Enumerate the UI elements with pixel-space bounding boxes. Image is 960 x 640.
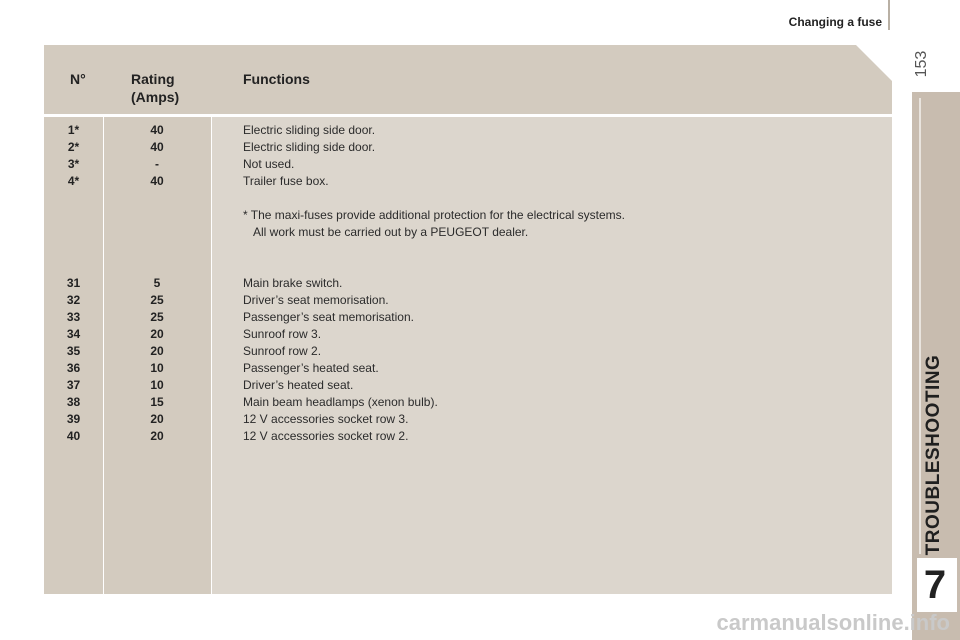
fuse-function: Driver’s seat memorisation. [243,293,389,307]
fuse-rating: 20 [150,412,164,426]
watermark: carmanualsonline.info [716,610,950,635]
column-header-functions: Functions [243,71,310,87]
fuse-rating: 5 [153,276,161,290]
fuse-number: 4* [67,174,80,188]
fuse-rating: 10 [150,378,164,392]
fuse-function: Main brake switch. [243,276,343,290]
fuse-number: 31 [66,276,81,290]
fuse-function: 12 V accessories socket row 3. [243,412,409,426]
fuse-rating: 10 [150,361,164,375]
fuse-rating: 40 [150,123,164,137]
fuse-function: Passenger’s heated seat. [243,361,379,375]
fuse-rating: 25 [150,310,164,324]
fuse-function: 12 V accessories socket row 2. [243,429,409,443]
fuse-number: 33 [66,310,81,324]
column-header-rating-unit: (Amps) [131,89,180,105]
fuse-function: Sunroof row 2. [243,344,322,358]
column-header-number: N° [70,71,86,87]
fuse-rating: 20 [150,327,164,341]
fuse-function: Passenger’s seat memorisation. [243,310,414,324]
side-tab-divider [919,98,921,554]
fuse-number: 37 [66,378,81,392]
fuse-number: 40 [66,429,81,443]
page-header-title: Changing a fuse [788,15,882,29]
fuse-function: Electric sliding side door. [243,140,376,154]
fuse-number: 38 [66,395,81,409]
fuse-rating: 15 [150,395,164,409]
fuse-function: Driver’s heated seat. [243,378,354,392]
header-divider [888,0,890,30]
fuse-rating: 20 [150,344,164,358]
fuse-number: 36 [66,361,81,375]
fuse-rating: 40 [150,140,164,154]
fuse-function: Main beam headlamps (xenon bulb). [243,395,438,409]
fuse-number: 1* [67,123,80,137]
fuse-rating: 25 [150,293,164,307]
chapter-number: 7 [923,563,947,607]
column-divider [211,117,212,594]
fuse-number: 35 [66,344,81,358]
column-header-rating: Rating [131,71,175,87]
fuse-rating: - [155,157,159,171]
fuse-rating: 40 [150,174,164,188]
section-label: TROUBLESHOOTING [923,354,944,556]
fuse-number: 3* [67,157,80,171]
fuse-number: 39 [66,412,81,426]
fuse-function: Not used. [243,157,295,171]
page-number: 153 [913,50,930,78]
fuse-number: 34 [66,327,81,341]
maxi-fuse-note-line2: All work must be carried out by a PEUGEOT dealer. [253,225,529,239]
fuse-rating: 20 [150,429,164,443]
fuse-number: 32 [66,293,81,307]
maxi-fuse-note: * The maxi-fuses provide additional protection for the electrical systems. [243,208,625,222]
fuse-function: Electric sliding side door. [243,123,376,137]
fuse-number: 2* [67,140,80,154]
fuse-function: Sunroof row 3. [243,327,322,341]
fuse-function: Trailer fuse box. [243,174,329,188]
